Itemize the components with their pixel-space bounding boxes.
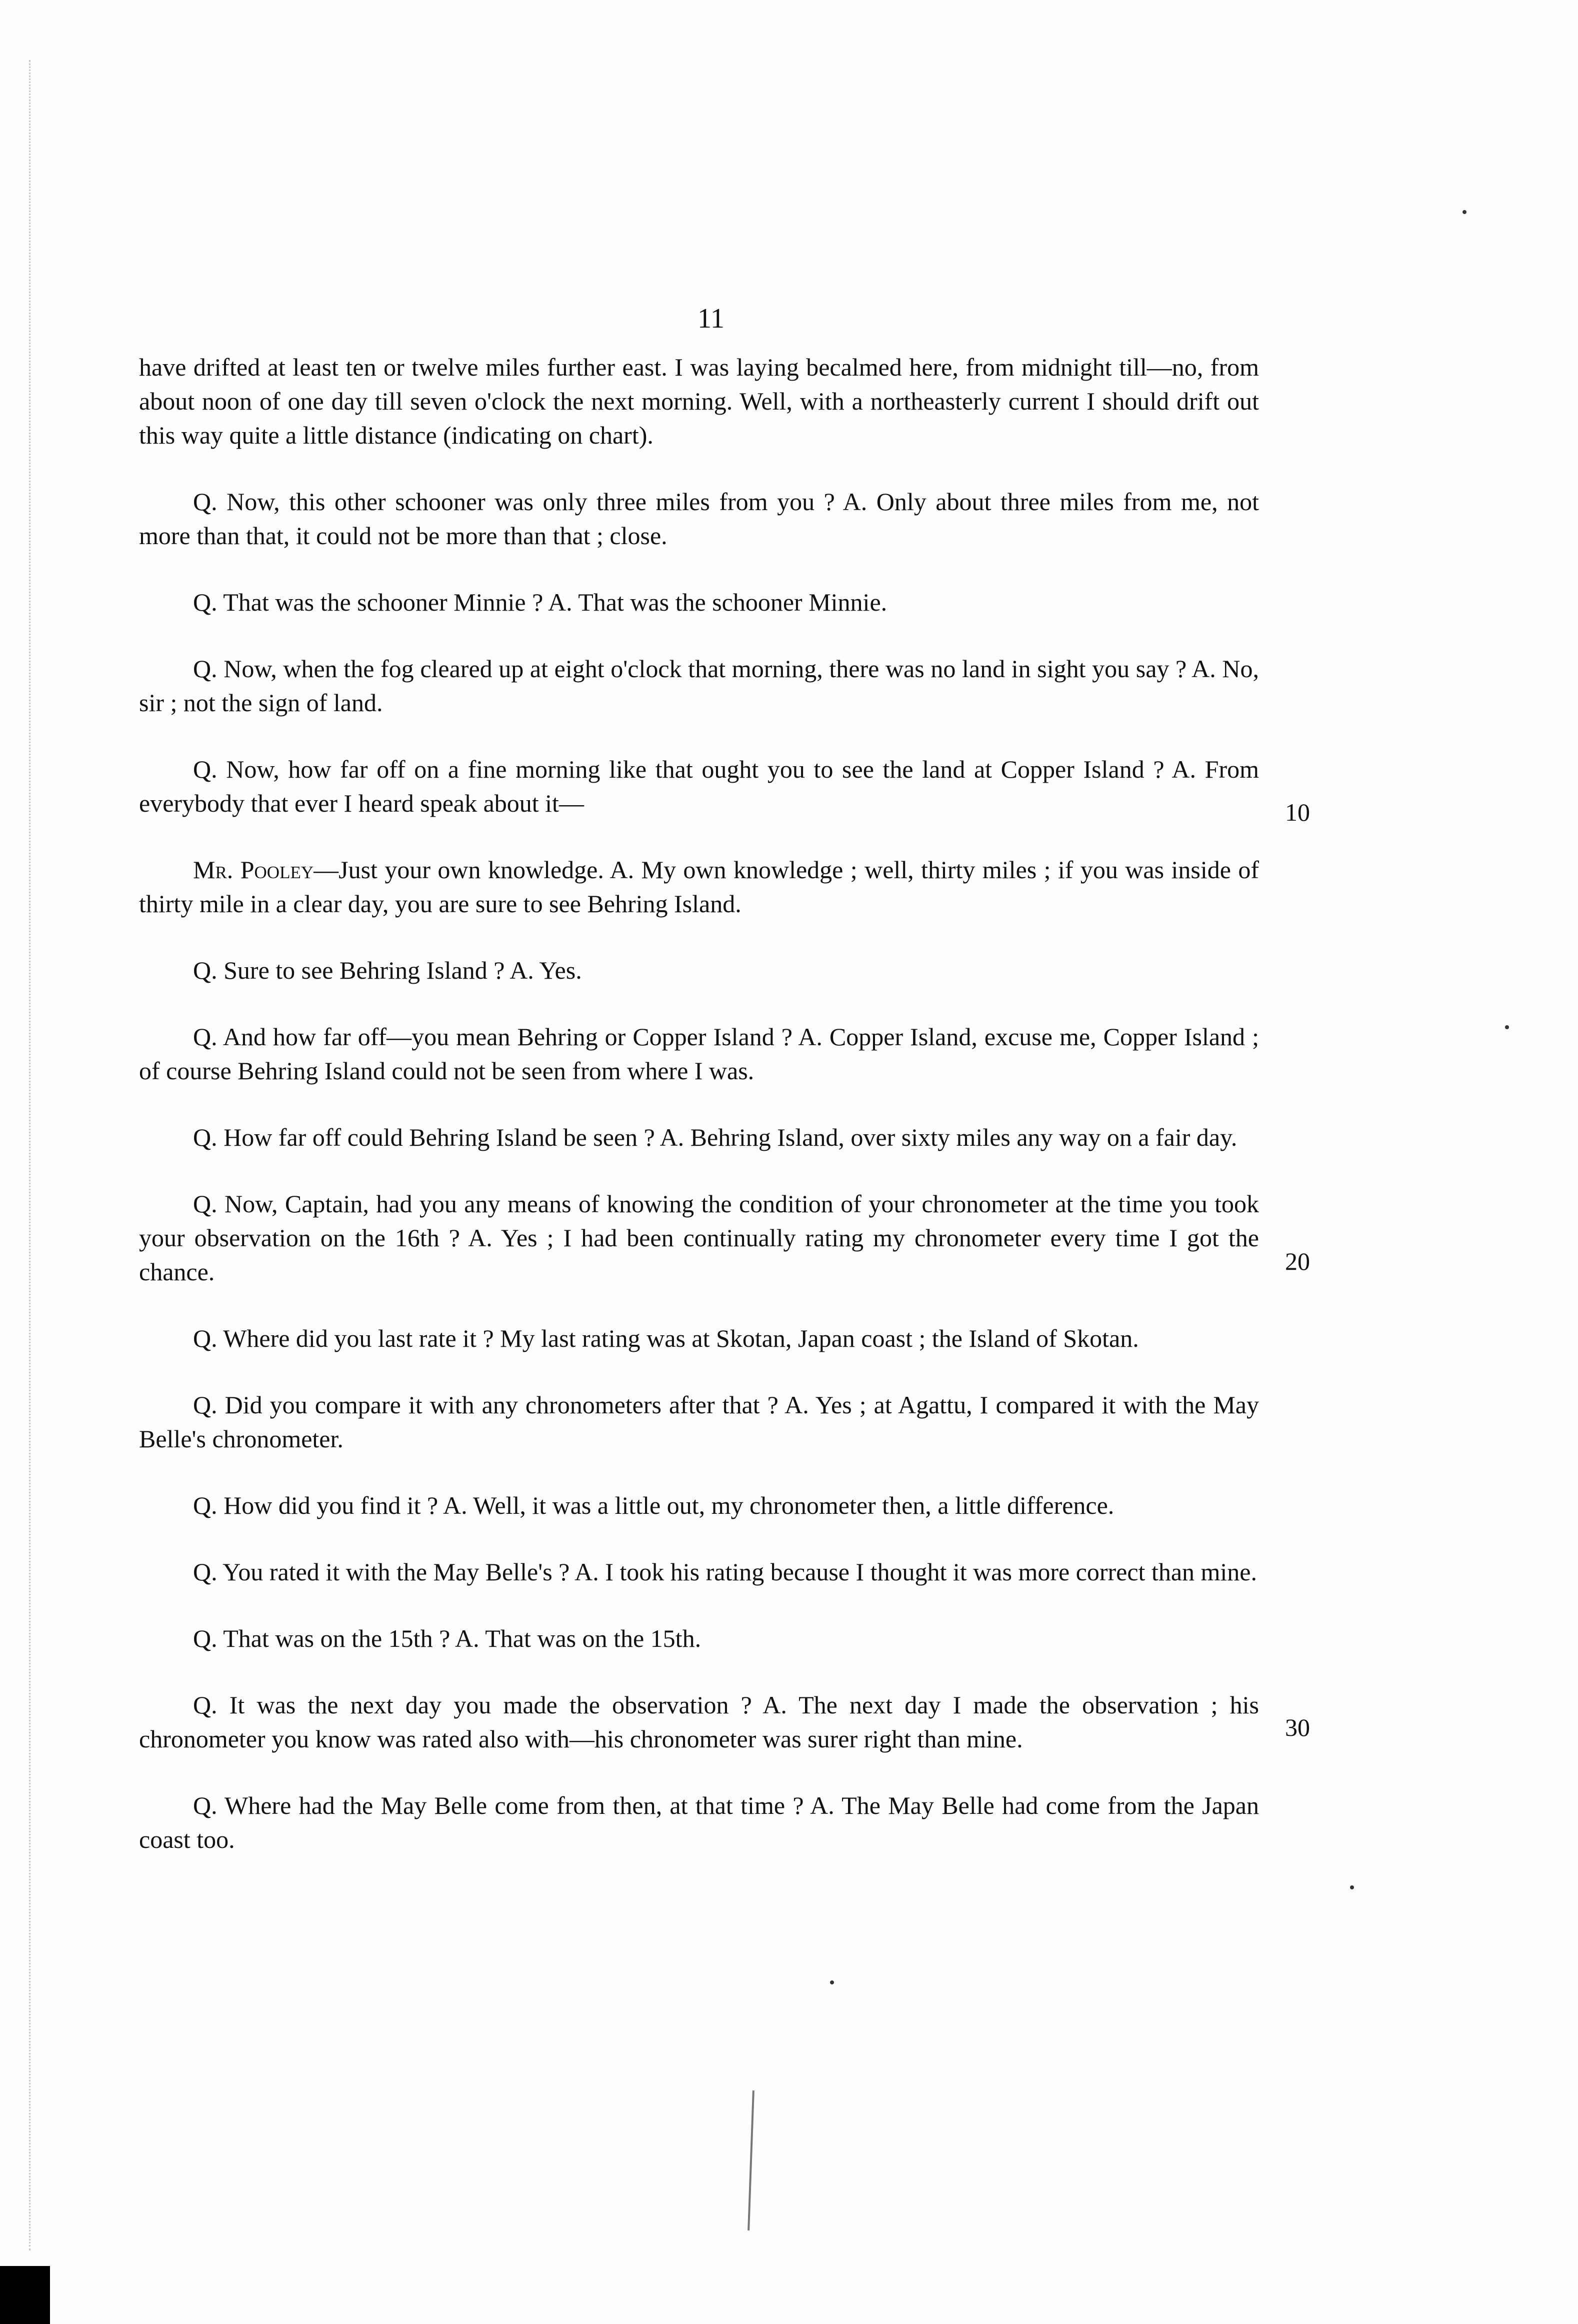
scan-speck (1505, 1025, 1509, 1029)
paragraph-question: Q. Now, this other schooner was only three miles from you ? A. Only about three miles from me, not more than that, it could not be more than that ; close. (139, 488, 1259, 550)
paragraph-question: Q. Now, how far off on a fine morning like that ought you to see the land at Copper Island ? A. From everybody that ever I heard speak about it— (139, 755, 1259, 817)
scan-binding-edge (29, 60, 46, 2250)
scan-speck (1462, 210, 1466, 214)
paragraph-question: Q. Now, Captain, had you any means of knowing the condition of your chronometer at the time you took your observation on the 16th ? A. Yes ; I had been continually rating my chronometer every time I got the chance. (139, 1190, 1259, 1286)
testimony-text (139, 350, 1259, 1889)
paragraph-question: Q. Did you compare it with any chronometers after that ? A. Yes ; at Agattu, I compared it with the May Belle's chronometer. (139, 1391, 1259, 1453)
line-number-20: 20 (1285, 1247, 1310, 1275)
pencil-stroke (748, 2090, 754, 2230)
paragraph-question: Q. Where did you last rate it ? My last rating was at Skotan, Japan coast ; the Island of Skotan. (193, 1324, 1139, 1352)
paragraph-question: Q. And how far off—you mean Behring or Copper Island ? A. Copper Island, excuse me, Copper Island ; of course Behring Island could not be seen from where I was. (139, 1023, 1259, 1085)
line-number-30: 30 (1285, 1713, 1310, 1741)
paragraph-question: Q. That was on the 15th ? A. That was on the 15th. (193, 1624, 702, 1652)
paragraph-speaker (139, 853, 1259, 921)
paragraph-question: Q. You rated it with the May Belle's ? A. I took his rating because I thought it was more correct than mine. (193, 1558, 1258, 1586)
paragraph-question: Q. How did you find it ? A. Well, it was a little out, my chronometer then, a little difference. (193, 1491, 1114, 1519)
paragraph-question: Q. Now, when the fog cleared up at eight o'clock that morning, there was no land in sight you say ? A. No, sir ; not the sign of land. (139, 655, 1259, 717)
paragraph-question: Q. Where had the May Belle come from then, at that time ? A. The May Belle had come from the Japan coast too. (139, 1791, 1259, 1853)
page-number: 11 (698, 303, 724, 334)
speaker-text: Just your own knowledge. A. My own knowledge ; well, thirty miles ; if you was inside of thirty mile in a clear day, you are sure to see Behring Island. (139, 856, 1259, 918)
scan-speck (1350, 1885, 1354, 1889)
line-number-10: 10 (1285, 798, 1310, 826)
paragraph-question: Q. It was the next day you made the observation ? A. The next day I made the observation ; his chronometer you know was rated also with—his chronometer was surer right than mine. (139, 1691, 1259, 1753)
paragraph-question: Q. How far off could Behring Island be seen ? A. Behring Island, over sixty miles any way on a fair day. (193, 1123, 1238, 1151)
paragraph-continuation: have drifted at least ten or twelve miles further east. I was laying becalmed here, from midnight till—no, from about noon of one day till seven o'clock the next morning. Well, with a northeasterly current I should drift out this way quite a little distance (indicating on chart). (139, 353, 1259, 449)
paragraph-question: Q. That was the schooner Minnie ? A. That was the schooner Minnie. (193, 588, 888, 616)
speaker-name: Mr. Pooley— (193, 856, 339, 884)
scan-corner-mark (0, 2266, 50, 2324)
paragraph-question: Q. Sure to see Behring Island ? A. Yes. (193, 956, 582, 984)
scan-speck (830, 1980, 834, 1984)
